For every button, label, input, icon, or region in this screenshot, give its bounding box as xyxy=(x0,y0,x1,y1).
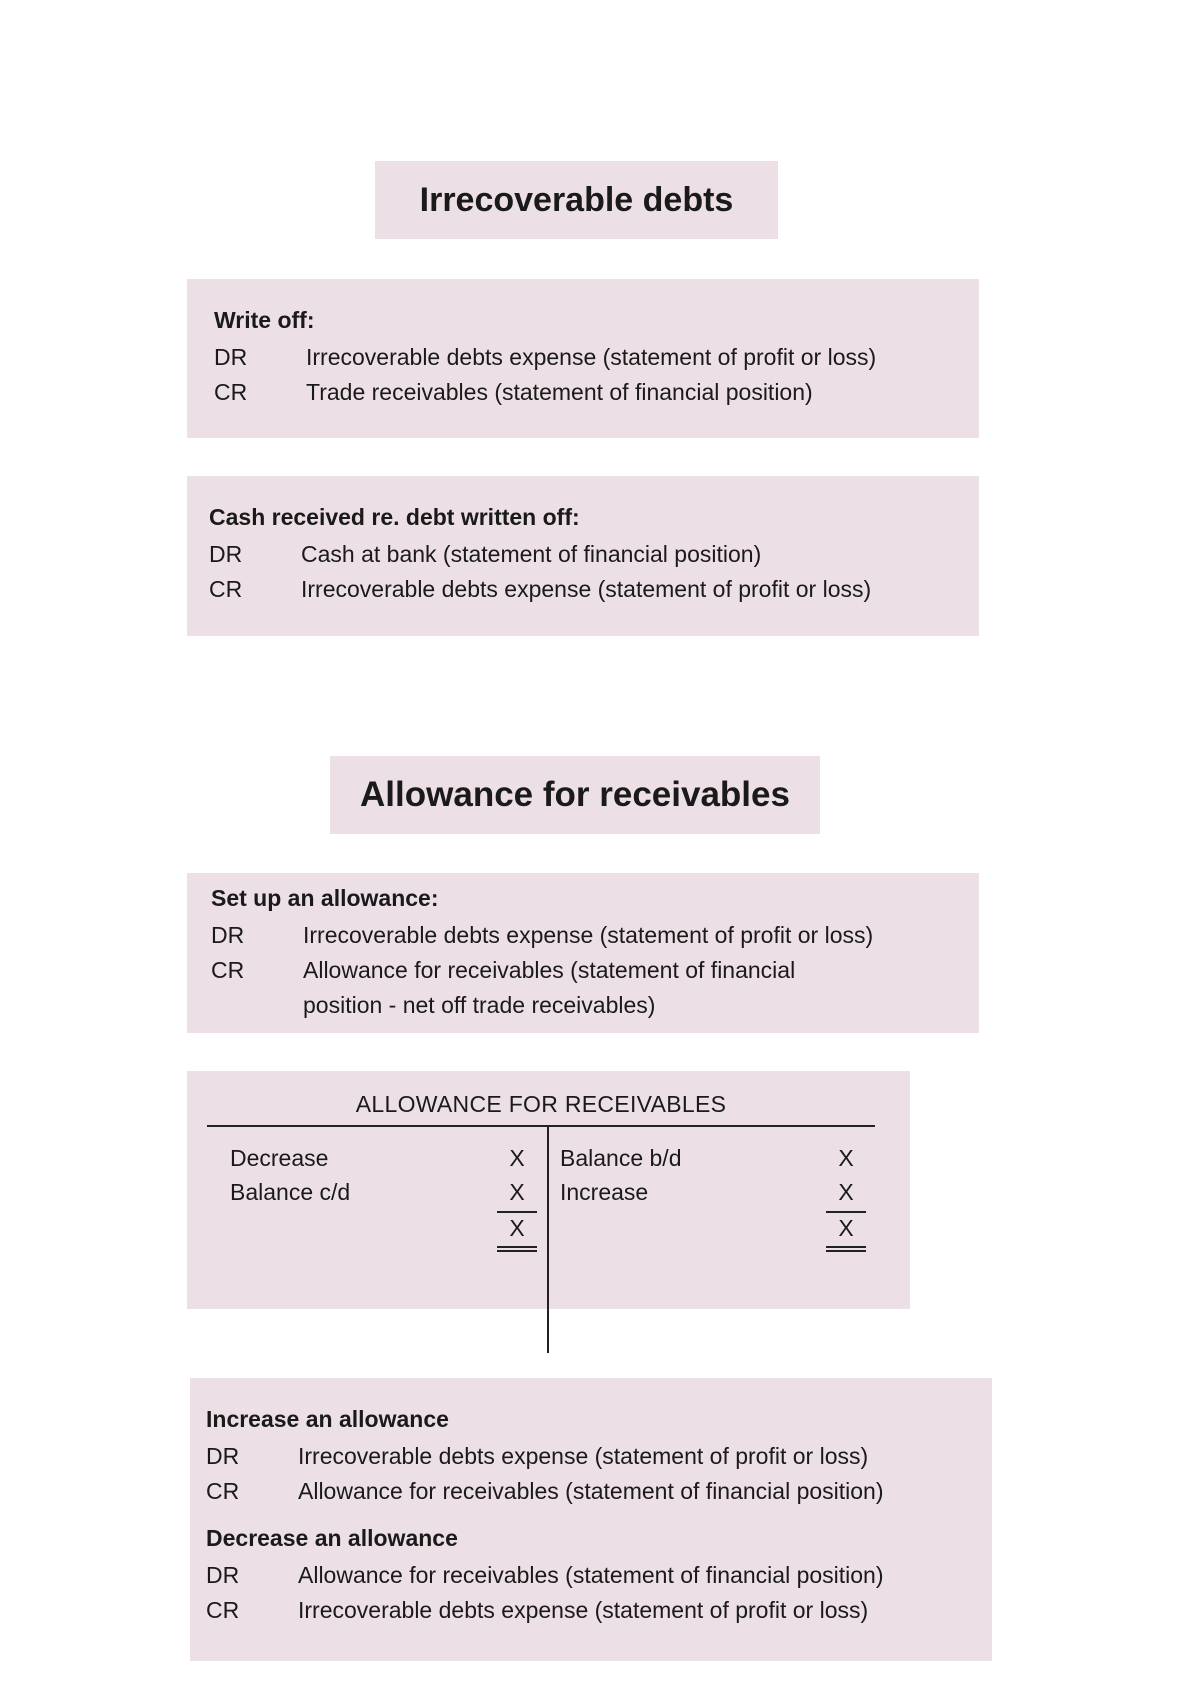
t-right-total: X xyxy=(838,1215,854,1241)
dr-label: DR xyxy=(214,344,248,370)
dr-label: DR xyxy=(211,922,245,948)
cr-label: CR xyxy=(209,576,243,602)
increase-allowance-heading: Increase an allowance xyxy=(206,1406,449,1432)
t-right-label: Increase xyxy=(560,1179,649,1205)
set-up-cr-row-continued xyxy=(211,988,979,1023)
allowance-for-receivables-title: Allowance for receivables xyxy=(330,756,820,834)
t-left-total-rule-2 xyxy=(497,1250,537,1252)
irrecoverable-debts-title: Irrecoverable debts xyxy=(375,161,778,239)
t-left-total-rule-1 xyxy=(497,1246,537,1248)
cr-text-line2: position - net off trade receivables) xyxy=(303,992,656,1018)
t-account-allowance xyxy=(187,1071,910,1309)
t-left-amount: X xyxy=(509,1145,525,1171)
dr-label: DR xyxy=(206,1443,240,1469)
cr-label: CR xyxy=(214,379,248,405)
cr-label: CR xyxy=(211,957,245,983)
dr-text: Irrecoverable debts expense (statement of profit or loss) xyxy=(306,344,877,370)
dr-text: Irrecoverable debts expense (statement of profit or loss) xyxy=(303,922,874,948)
increase-decrease-box xyxy=(190,1378,992,1661)
t-right-amount: X xyxy=(838,1145,854,1171)
t-right-amount: X xyxy=(838,1179,854,1205)
decrease-dr-row xyxy=(206,1558,992,1593)
cash-received-dr-row xyxy=(209,537,979,572)
increase-dr-row xyxy=(206,1439,992,1474)
decrease-cr-row xyxy=(206,1593,992,1628)
cr-text: Allowance for receivables (statement of financial position) xyxy=(298,1478,884,1504)
write-off-heading: Write off: xyxy=(214,307,315,333)
set-up-allowance-box xyxy=(187,873,979,1033)
increase-cr-row xyxy=(206,1474,992,1509)
dr-label: DR xyxy=(206,1562,240,1588)
cash-received-box xyxy=(187,476,979,636)
cr-label: CR xyxy=(206,1478,240,1504)
t-account-vertical-rule xyxy=(547,1127,549,1353)
t-left-amount: X xyxy=(509,1179,525,1205)
cr-text: Irrecoverable debts expense (statement of profit or loss) xyxy=(301,576,872,602)
cr-text: Irrecoverable debts expense (statement of profit or loss) xyxy=(298,1597,869,1623)
t-right-total-rule-2 xyxy=(826,1250,866,1252)
cash-received-heading: Cash received re. debt written off: xyxy=(209,504,580,530)
t-left-label: Decrease xyxy=(230,1145,329,1171)
dr-text: Cash at bank (statement of financial position) xyxy=(301,541,762,567)
write-off-box xyxy=(187,279,979,438)
t-account-horizontal-rule xyxy=(207,1125,875,1127)
cr-label: CR xyxy=(206,1597,240,1623)
set-up-allowance-heading: Set up an allowance: xyxy=(211,885,439,911)
write-off-dr-row xyxy=(214,340,979,375)
write-off-cr-row xyxy=(214,375,979,410)
dr-label: DR xyxy=(209,541,243,567)
t-right-label: Balance b/d xyxy=(560,1145,682,1171)
cash-received-cr-row xyxy=(209,572,979,607)
t-left-label: Balance c/d xyxy=(230,1179,351,1205)
set-up-dr-row xyxy=(211,918,979,953)
t-right-total-rule-1 xyxy=(826,1246,866,1248)
cr-text: Trade receivables (statement of financial position) xyxy=(306,379,813,405)
cr-text-line1: Allowance for receivables (statement of financial xyxy=(303,957,796,983)
dr-text: Allowance for receivables (statement of financial position) xyxy=(298,1562,884,1588)
dr-text: Irrecoverable debts expense (statement of profit or loss) xyxy=(298,1443,869,1469)
decrease-allowance-heading: Decrease an allowance xyxy=(206,1525,458,1551)
set-up-cr-row xyxy=(211,953,979,988)
t-account-title: ALLOWANCE FOR RECEIVABLES xyxy=(355,1091,727,1117)
t-left-total: X xyxy=(509,1215,525,1241)
